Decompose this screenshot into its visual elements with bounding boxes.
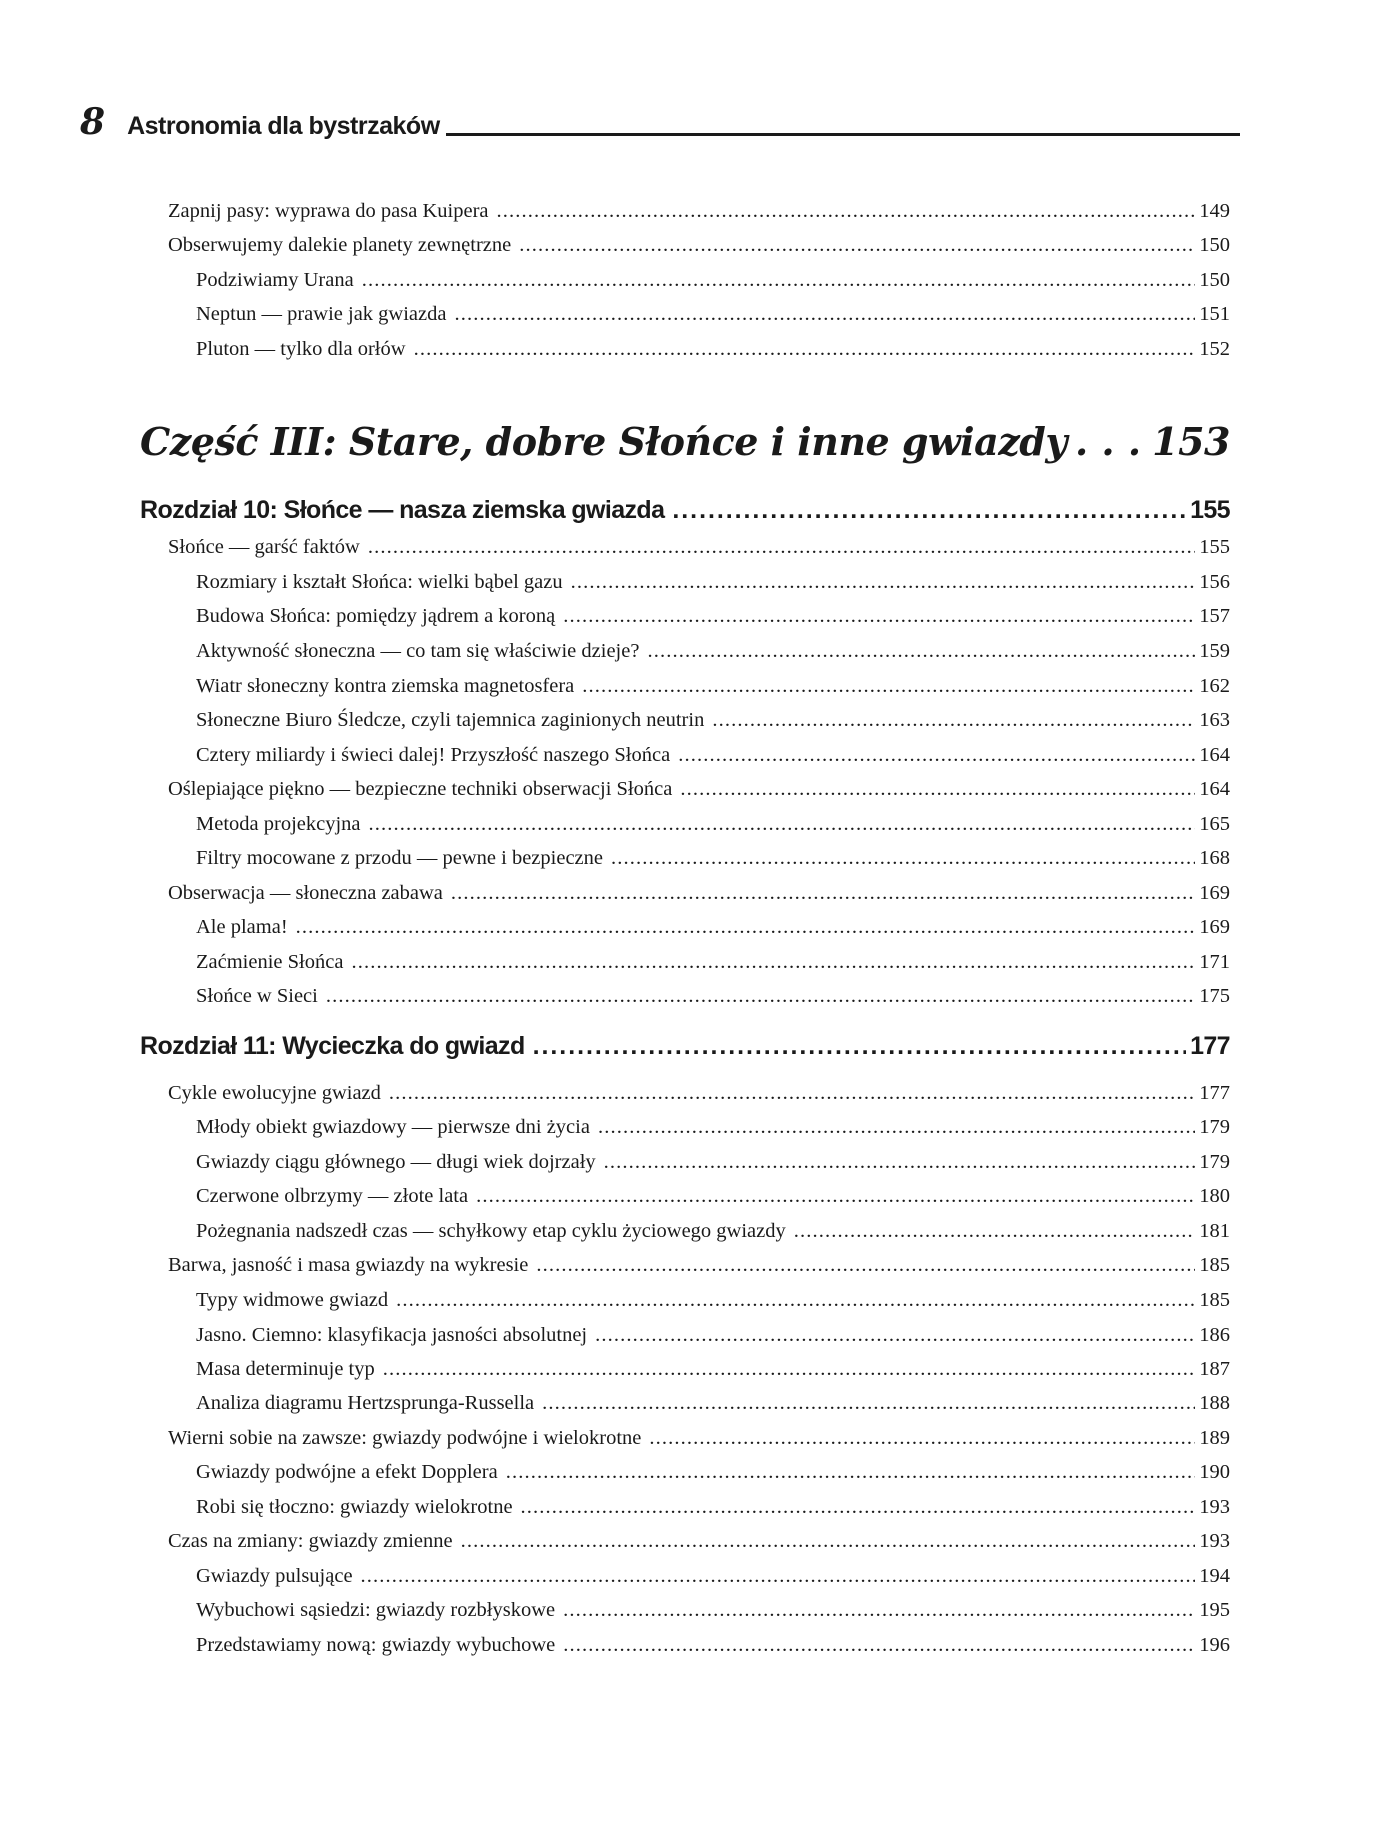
dot-leader <box>536 1250 1195 1280</box>
dot-leader <box>563 601 1195 631</box>
toc-entry-sub <box>196 671 1230 701</box>
dot-leader <box>396 1285 1195 1315</box>
toc-entry-part <box>140 412 1230 472</box>
toc-entry-title: Wiatr słoneczny kontra ziemska magnetosfera <box>196 675 575 697</box>
toc-entry-sub <box>196 843 1230 873</box>
toc-entry-title: Cykle ewolucyjne gwiazd <box>168 1082 381 1104</box>
dot-leader <box>326 981 1195 1011</box>
toc-entry-sub <box>196 265 1230 295</box>
toc-entry-page: 169 <box>1199 882 1230 904</box>
toc-entry-title: Słoneczne Biuro Śledcze, czyli tajemnica zaginionych neutrin <box>196 709 705 731</box>
toc-entry-sub <box>196 1388 1230 1418</box>
toc-entry-title: Rozmiary i kształt Słońca: wielki bąbel gazu <box>196 571 563 593</box>
dot-leader <box>383 1354 1195 1384</box>
dot-leader <box>647 636 1195 666</box>
dot-leader <box>1075 412 1148 472</box>
toc-entry-sub <box>196 636 1230 666</box>
dot-leader <box>563 1630 1195 1660</box>
toc-entry-sec <box>168 774 1230 804</box>
toc-entry-sub <box>196 1595 1230 1625</box>
toc-entry-title: Pożegnania nadszedł czas — schyłkowy etap cyklu życiowego gwiazdy <box>196 1220 786 1242</box>
dot-leader <box>368 532 1195 562</box>
dot-leader <box>571 567 1196 597</box>
toc-entry-title: Czas na zmiany: gwiazdy zmienne <box>168 1530 453 1552</box>
toc-entry-page: 165 <box>1199 813 1230 835</box>
dot-leader <box>611 843 1195 873</box>
toc-entry-title: Słońce — garść faktów <box>168 536 360 558</box>
toc-entry-title: Filtry mocowane z przodu — pewne i bezpieczne <box>196 847 603 869</box>
dot-leader <box>351 947 1195 977</box>
toc-entry-page: 169 <box>1199 916 1230 938</box>
toc-entry-sub <box>196 567 1230 597</box>
toc-entry-sec <box>168 1250 1230 1280</box>
toc-entry-title: Wierni sobie na zawsze: gwiazdy podwójne i wielokrotne <box>168 1427 642 1449</box>
toc-entry-title: Budowa Słońca: pomiędzy jądrem a koroną <box>196 605 556 627</box>
toc-entry-sub <box>196 912 1230 942</box>
toc-entry-title: Zaćmienie Słońca <box>196 951 344 973</box>
dot-leader <box>362 265 1196 295</box>
dot-leader <box>369 809 1196 839</box>
toc-entry-title: Barwa, jasność i masa gwiazdy na wykresie <box>168 1254 529 1276</box>
toc-entry-sub <box>196 299 1230 329</box>
toc-entry-title: Wybuchowi sąsiedzi: gwiazdy rozbłyskowe <box>196 1599 556 1621</box>
dot-leader <box>542 1388 1195 1418</box>
dot-leader <box>563 1595 1195 1625</box>
toc-entry-title: Podziwiamy Urana <box>196 269 354 291</box>
dot-leader <box>521 1492 1196 1522</box>
dot-leader <box>649 1423 1195 1453</box>
toc-entry-chapter <box>140 1026 1230 1066</box>
toc-entry-sub <box>196 1630 1230 1660</box>
dot-leader <box>595 1320 1195 1350</box>
dot-leader <box>582 671 1195 701</box>
toc-entry-title: Część III: Stare, dobre Słońce i inne gwiazdy <box>140 419 1067 464</box>
toc-entry-page: 185 <box>1199 1254 1230 1276</box>
toc-entry-page: 188 <box>1199 1392 1230 1414</box>
toc-entry-title: Neptun — prawie jak gwiazda <box>196 303 447 325</box>
dot-leader <box>414 334 1196 364</box>
toc-entry-title: Pluton — tylko dla orłów <box>196 338 406 360</box>
toc-entry-sec <box>168 230 1230 260</box>
toc-entry-title: Robi się tłoczno: gwiazdy wielokrotne <box>196 1496 513 1518</box>
toc-entry-page: 171 <box>1199 951 1230 973</box>
toc-entry-title: Masa determinuje typ <box>196 1358 375 1380</box>
toc-entry-sub <box>196 981 1230 1011</box>
toc-entry-page: 177 <box>1199 1082 1230 1104</box>
toc-entry-page: 159 <box>1199 640 1230 662</box>
toc-entry-title: Rozdział 11: Wycieczka do gwiazd <box>140 1032 525 1060</box>
toc-entry-title: Oślepiające piękno — bezpieczne techniki obserwacji Słońca <box>168 778 673 800</box>
toc-entry-page: 153 <box>1152 419 1230 464</box>
toc-entry-title: Przedstawiamy nową: gwiazdy wybuchowe <box>196 1634 556 1656</box>
toc-entry-page: 149 <box>1199 200 1230 222</box>
toc-entry-page: 164 <box>1199 744 1230 766</box>
toc-entry-page: 163 <box>1199 709 1230 731</box>
toc-entry-chapter <box>140 490 1230 530</box>
toc-entry-sub <box>196 1181 1230 1211</box>
toc-entry-page: 185 <box>1199 1289 1230 1311</box>
toc-entry-title: Słońce w Sieci <box>196 985 318 1007</box>
toc-entry-page: 151 <box>1199 303 1230 325</box>
dot-leader <box>497 196 1196 226</box>
toc-entry-sub <box>196 1561 1230 1591</box>
toc-entry-sub <box>196 740 1230 770</box>
toc-entry-page: 168 <box>1199 847 1230 869</box>
toc-entry-sub <box>196 1147 1230 1177</box>
toc-entry-title: Metoda projekcyjna <box>196 813 361 835</box>
book-title: Astronomia dla bystrzaków <box>127 112 440 140</box>
toc-entry-sub <box>196 601 1230 631</box>
toc-entry-sub <box>196 1457 1230 1487</box>
toc-entry-page: 179 <box>1199 1151 1230 1173</box>
dot-leader <box>361 1561 1196 1591</box>
toc-entry-page: 155 <box>1190 496 1230 524</box>
toc-entry-title: Typy widmowe gwiazd <box>196 1289 389 1311</box>
toc-entry-page: 189 <box>1199 1427 1230 1449</box>
toc-entry-title: Jasno. Ciemno: klasyfikacja jasności absolutnej <box>196 1324 588 1346</box>
dot-leader <box>598 1112 1195 1142</box>
toc-entry-page: 164 <box>1199 778 1230 800</box>
toc-entry-sub <box>196 1112 1230 1142</box>
running-header <box>80 100 1240 143</box>
toc-entry-page: 150 <box>1199 234 1230 256</box>
dot-leader <box>794 1216 1196 1246</box>
toc-entry-page: 180 <box>1199 1185 1230 1207</box>
toc-entry-title: Czerwone olbrzymy — złote lata <box>196 1185 469 1207</box>
toc-entry-title: Zapnij pasy: wyprawa do pasa Kuipera <box>168 200 489 222</box>
dot-leader <box>519 230 1195 260</box>
toc-entry-sub <box>196 809 1230 839</box>
toc-entry-page: 150 <box>1199 269 1230 291</box>
toc-entry-page: 162 <box>1199 675 1230 697</box>
dot-leader <box>451 878 1195 908</box>
toc-entry-sub <box>196 1320 1230 1350</box>
dot-leader <box>672 490 1186 530</box>
toc-entry-title: Cztery miliardy i świeci dalej! Przyszłość naszego Słońca <box>196 744 671 766</box>
toc-entry-title: Gwiazdy ciągu głównego — długi wiek dojrzały <box>196 1151 596 1173</box>
toc-entry-title: Analiza diagramu Hertzsprunga-Russella <box>196 1392 535 1414</box>
toc-entry-page: 157 <box>1199 605 1230 627</box>
dot-leader <box>389 1078 1195 1108</box>
toc-entry-title: Rozdział 10: Słońce — nasza ziemska gwiazda <box>140 496 665 524</box>
dot-leader <box>461 1526 1196 1556</box>
toc-entry-page: 194 <box>1199 1565 1230 1587</box>
toc-entry-page: 193 <box>1199 1496 1230 1518</box>
toc-entry-page: 195 <box>1199 1599 1230 1621</box>
toc-entry-page: 155 <box>1199 536 1230 558</box>
dot-leader <box>680 774 1195 804</box>
toc-entry-sub <box>196 1285 1230 1315</box>
dot-leader <box>476 1181 1195 1211</box>
toc-entry-page: 193 <box>1199 1530 1230 1552</box>
toc-entry-title: Obserwacja — słoneczna zabawa <box>168 882 443 904</box>
toc-entry-sub <box>196 334 1230 364</box>
toc-entry-page: 179 <box>1199 1116 1230 1138</box>
toc-entry-sec <box>168 196 1230 226</box>
toc-entry-title: Gwiazdy podwójne a efekt Dopplera <box>196 1461 498 1483</box>
toc-entry-page: 156 <box>1199 571 1230 593</box>
toc-entry-page: 175 <box>1199 985 1230 1007</box>
toc-entry-sec <box>168 878 1230 908</box>
toc-entry-sub <box>196 947 1230 977</box>
dot-leader <box>296 912 1196 942</box>
dot-leader <box>533 1026 1186 1066</box>
dot-leader <box>712 705 1195 735</box>
toc-entry-sec <box>168 532 1230 562</box>
toc-entry-sub <box>196 1216 1230 1246</box>
toc-entry-page: 177 <box>1190 1032 1230 1060</box>
dot-leader <box>604 1147 1196 1177</box>
toc-entry-title: Obserwujemy dalekie planety zewnętrzne <box>168 234 512 256</box>
toc-entry-title: Ale plama! <box>196 916 288 938</box>
page-number: 8 <box>80 101 106 143</box>
toc-entry-sub <box>196 705 1230 735</box>
dot-leader <box>678 740 1195 770</box>
toc-entry-sec <box>168 1078 1230 1108</box>
dot-leader <box>454 299 1195 329</box>
toc-entry-title: Młody obiekt gwiazdowy — pierwsze dni życia <box>196 1116 590 1138</box>
toc-entry-sec <box>168 1526 1230 1556</box>
toc-entry-page: 187 <box>1199 1358 1230 1380</box>
toc-entry-sec <box>168 1423 1230 1453</box>
toc-entry-page: 152 <box>1199 338 1230 360</box>
toc-entry-title: Aktywność słoneczna — co tam się właściwie dzieje? <box>196 640 640 662</box>
toc-entry-sub <box>196 1492 1230 1522</box>
toc-entry-title: Gwiazdy pulsujące <box>196 1565 353 1587</box>
toc-entry-sub <box>196 1354 1230 1384</box>
dot-leader <box>506 1457 1196 1487</box>
toc-entry-page: 190 <box>1199 1461 1230 1483</box>
toc-entry-page: 196 <box>1199 1634 1230 1656</box>
toc-entry-page: 186 <box>1199 1324 1230 1346</box>
header-rule <box>446 133 1240 136</box>
toc-entry-page: 181 <box>1199 1220 1230 1242</box>
